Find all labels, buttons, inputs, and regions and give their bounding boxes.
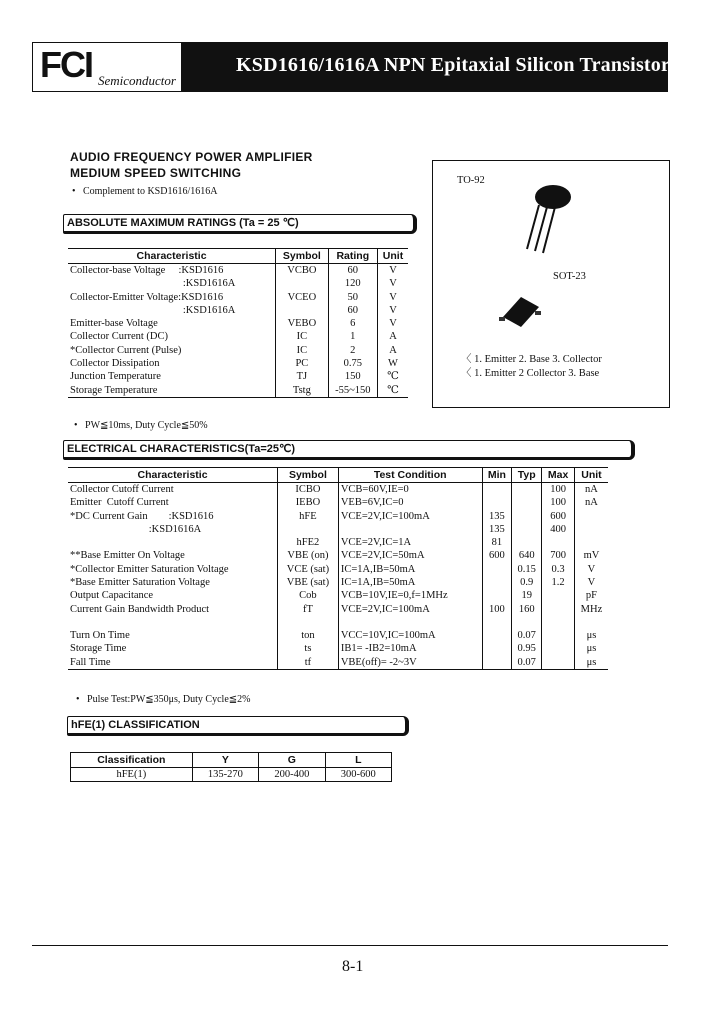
elec-header-cell: Test Condition bbox=[338, 468, 482, 483]
amr-cell: 150 bbox=[328, 370, 377, 383]
elec-cell: 0.15 bbox=[512, 563, 542, 576]
elec-cell bbox=[338, 523, 482, 536]
elec-cell: *DC Current Gain :KSD1616 bbox=[70, 510, 214, 522]
elec-cell bbox=[512, 510, 542, 523]
elec-cell: VCE=2V,IC=1A bbox=[338, 536, 482, 549]
footer-divider bbox=[32, 945, 668, 946]
sot23-label: SOT-23 bbox=[553, 271, 586, 282]
amr-cell: *Collector Current (Pulse) bbox=[70, 344, 182, 356]
amr-cell: TJ bbox=[276, 370, 328, 383]
amr-cell: ℃ bbox=[378, 370, 408, 383]
elec-cell bbox=[338, 616, 482, 629]
elec-cell bbox=[512, 483, 542, 497]
amr-row bbox=[68, 370, 408, 383]
elec-cell: 400 bbox=[542, 523, 575, 536]
elec-cell: nA bbox=[574, 496, 608, 509]
elec-cell: 0.3 bbox=[542, 563, 575, 576]
cls-header-row bbox=[71, 753, 392, 768]
amr-row bbox=[68, 357, 408, 370]
amr-cell bbox=[276, 277, 328, 290]
amr-cell: V bbox=[378, 317, 408, 330]
amr-cell: IC bbox=[276, 330, 328, 343]
elec-cell bbox=[542, 616, 575, 629]
amr-row bbox=[68, 304, 408, 317]
amr-header-cell: Unit bbox=[378, 249, 408, 264]
elec-row bbox=[68, 496, 608, 509]
elec-note: • Pulse Test:PW≦350μs, Duty Cycle≦2% bbox=[76, 694, 251, 705]
amr-cell: Storage Temperature bbox=[70, 384, 158, 396]
elec-cell: Emitter Cutoff Current bbox=[70, 497, 169, 509]
elec-cell bbox=[542, 656, 575, 670]
elec-cell: 640 bbox=[512, 549, 542, 562]
elec-cell: Cob bbox=[278, 589, 339, 602]
elec-row bbox=[68, 642, 608, 655]
elec-cell: Collector Cutoff Current bbox=[70, 484, 174, 495]
elec-header-cell: Symbol bbox=[278, 468, 339, 483]
to92-label: TO-92 bbox=[457, 175, 485, 186]
amr-cell: Tstg bbox=[276, 384, 328, 398]
elec-cell: ICBO bbox=[278, 483, 339, 497]
amr-row bbox=[68, 317, 408, 330]
pin-config-2: 〈 1. Emitter 2 Collector 3. Base bbox=[461, 368, 600, 379]
elec-cell: :KSD1616A bbox=[70, 523, 202, 535]
elec-cell: hFE bbox=[278, 510, 339, 523]
amr-cell: :KSD1616A bbox=[70, 304, 236, 316]
elec-cell: VCB=10V,IE=0,f=1MHz bbox=[338, 589, 482, 602]
intro-bullet-text: Complement to KSD1616/1616A bbox=[83, 186, 218, 197]
amr-cell: A bbox=[378, 330, 408, 343]
amr-cell: VCEO bbox=[276, 291, 328, 304]
elec-row bbox=[68, 616, 608, 629]
elec-cell: IC=1A,IB=50mA bbox=[338, 563, 482, 576]
elec-cell bbox=[512, 536, 542, 549]
elec-cell bbox=[482, 589, 512, 602]
elec-cell bbox=[542, 642, 575, 655]
amr-cell: Collector Current (DC) bbox=[70, 331, 168, 343]
elec-cell bbox=[482, 576, 512, 589]
elec-row bbox=[68, 576, 608, 589]
elec-cell: 1.2 bbox=[542, 576, 575, 589]
amr-cell: 6 bbox=[328, 317, 377, 330]
elec-cell bbox=[482, 642, 512, 655]
elec-cell bbox=[482, 629, 512, 642]
elec-table bbox=[68, 467, 608, 670]
amr-cell bbox=[276, 304, 328, 317]
elec-cell: mV bbox=[574, 549, 608, 562]
elec-cell bbox=[542, 629, 575, 642]
amr-cell: V bbox=[378, 304, 408, 317]
elec-cell: Storage Time bbox=[70, 643, 127, 655]
elec-cell: 160 bbox=[512, 603, 542, 616]
cls-cell: 200-400 bbox=[259, 768, 325, 782]
elec-cell: Output Capacitance bbox=[70, 590, 154, 602]
elec-cell: 135 bbox=[482, 510, 512, 523]
amr-cell: 120 bbox=[328, 277, 377, 290]
elec-cell bbox=[542, 589, 575, 602]
sot23-package-drawing bbox=[491, 289, 551, 334]
elec-cell: VCE=2V,IC=100mA bbox=[338, 510, 482, 523]
elec-cell: μs bbox=[574, 629, 608, 642]
elec-cell bbox=[68, 536, 278, 549]
elec-row bbox=[68, 603, 608, 616]
elec-cell bbox=[512, 496, 542, 509]
elec-cell: 600 bbox=[542, 510, 575, 523]
elec-cell bbox=[542, 536, 575, 549]
elec-cell: 100 bbox=[482, 603, 512, 616]
amr-cell: VEBO bbox=[276, 317, 328, 330]
amr-cell: Junction Temperature bbox=[70, 371, 161, 383]
elec-cell bbox=[542, 603, 575, 616]
page-title: KSD1616/1616A NPN Epitaxial Silicon Transistors bbox=[236, 54, 679, 76]
amr-cell: :KSD1616A bbox=[70, 278, 236, 290]
elec-header-cell: Typ bbox=[512, 468, 542, 483]
amr-cell: 60 bbox=[328, 304, 377, 317]
elec-header-cell: Max bbox=[542, 468, 575, 483]
elec-cell: 0.9 bbox=[512, 576, 542, 589]
pin-config-2-text: 1. Emitter 2 Collector 3. Base bbox=[474, 368, 600, 379]
amr-row bbox=[68, 330, 408, 343]
amr-cell: ℃ bbox=[378, 384, 408, 398]
package-box bbox=[432, 160, 670, 408]
pin-config-1-text: 1. Emitter 2. Base 3. Collector bbox=[474, 354, 602, 365]
logo-mark: FCI bbox=[40, 44, 92, 85]
elec-cell: *Base Emitter Saturation Voltage bbox=[70, 577, 210, 589]
elec-cell: pF bbox=[574, 589, 608, 602]
elec-row bbox=[68, 563, 608, 576]
elec-cell bbox=[574, 523, 608, 536]
elec-cell: 0.07 bbox=[512, 629, 542, 642]
elec-cell bbox=[68, 616, 278, 629]
elec-cell: fT bbox=[278, 603, 339, 616]
elec-cell: *Collector Emitter Saturation Voltage bbox=[70, 563, 229, 575]
elec-cell bbox=[482, 483, 512, 497]
intro-line-1: AUDIO FREQUENCY POWER AMPLIFIER bbox=[70, 150, 313, 164]
elec-row bbox=[68, 510, 608, 523]
elec-cell: VBE(off)= -2~3V bbox=[338, 656, 482, 670]
elec-cell: 0.95 bbox=[512, 642, 542, 655]
amr-cell: V bbox=[378, 277, 408, 290]
elec-cell: V bbox=[574, 563, 608, 576]
cls-table bbox=[70, 752, 392, 782]
elec-cell: VCB=60V,IE=0 bbox=[338, 483, 482, 497]
elec-cell: VBE (on) bbox=[278, 549, 339, 562]
elec-row bbox=[68, 629, 608, 642]
amr-row bbox=[68, 291, 408, 304]
amr-cell: PC bbox=[276, 357, 328, 370]
elec-cell: hFE2 bbox=[278, 536, 339, 549]
amr-cell: V bbox=[378, 264, 408, 278]
cls-header-cell: Classification bbox=[71, 753, 193, 768]
elec-cell bbox=[512, 523, 542, 536]
elec-cell: 100 bbox=[542, 483, 575, 497]
amr-cell: 2 bbox=[328, 344, 377, 357]
elec-cell: μs bbox=[574, 656, 608, 670]
amr-header-cell: Characteristic bbox=[68, 249, 276, 264]
elec-cell: 600 bbox=[482, 549, 512, 562]
amr-header-row bbox=[68, 249, 408, 264]
elec-body bbox=[68, 483, 608, 670]
amr-cell: Collector-base Voltage :KSD1616 bbox=[70, 265, 224, 276]
amr-header-cell: Rating bbox=[328, 249, 377, 264]
elec-cell bbox=[482, 656, 512, 670]
amr-note: • PW≦10ms, Duty Cycle≦50% bbox=[74, 420, 208, 431]
amr-row bbox=[68, 344, 408, 357]
elec-cell: VEB=6V,IC=0 bbox=[338, 496, 482, 509]
amr-body bbox=[68, 264, 408, 398]
elec-header-cell: Characteristic bbox=[68, 468, 278, 483]
elec-row bbox=[68, 536, 608, 549]
elec-cell bbox=[574, 510, 608, 523]
elec-cell: IC=1A,IB=50mA bbox=[338, 576, 482, 589]
intro-line-2: MEDIUM SPEED SWITCHING bbox=[70, 166, 242, 180]
amr-cell: VCBO bbox=[276, 264, 328, 278]
cls-data-row bbox=[71, 768, 392, 782]
elec-cell bbox=[278, 523, 339, 536]
elec-cell bbox=[482, 616, 512, 629]
elec-cell: MHz bbox=[574, 603, 608, 616]
elec-row bbox=[68, 549, 608, 562]
elec-cell: Turn On Time bbox=[70, 629, 130, 641]
amr-cell: 50 bbox=[328, 291, 377, 304]
elec-cell: 0.07 bbox=[512, 656, 542, 670]
elec-cell: ton bbox=[278, 629, 339, 642]
to92-package-drawing bbox=[513, 177, 583, 257]
elec-cell: IB1= -IB2=10mA bbox=[338, 642, 482, 655]
cls-section-title: hFE(1) CLASSIFICATION bbox=[67, 716, 409, 736]
elec-cell: 700 bbox=[542, 549, 575, 562]
elec-cell bbox=[482, 563, 512, 576]
elec-cell bbox=[574, 616, 608, 629]
cls-cell: 300-600 bbox=[325, 768, 391, 782]
elec-row bbox=[68, 656, 608, 670]
elec-note-text: Pulse Test:PW≦350μs, Duty Cycle≦2% bbox=[87, 694, 251, 705]
elec-row bbox=[68, 523, 608, 536]
elec-cell: 100 bbox=[542, 496, 575, 509]
elec-cell: VCE (sat) bbox=[278, 563, 339, 576]
elec-cell: V bbox=[574, 576, 608, 589]
elec-header-cell: Min bbox=[482, 468, 512, 483]
elec-section-title: ELECTRICAL CHARACTERISTICS(Ta=25℃) bbox=[63, 440, 635, 460]
amr-cell: IC bbox=[276, 344, 328, 357]
elec-header-row bbox=[68, 468, 608, 483]
cls-header-cell: G bbox=[259, 753, 325, 768]
amr-row bbox=[68, 264, 408, 278]
elec-header-cell: Unit bbox=[574, 468, 608, 483]
amr-row bbox=[68, 384, 408, 398]
amr-cell: V bbox=[378, 291, 408, 304]
elec-cell: VCE=2V,IC=100mA bbox=[338, 603, 482, 616]
cls-header-cell: Y bbox=[192, 753, 258, 768]
elec-cell bbox=[278, 616, 339, 629]
elec-cell bbox=[574, 536, 608, 549]
pin-config-1: 〈 1. Emitter 2. Base 3. Collector bbox=[461, 354, 602, 365]
elec-cell: 19 bbox=[512, 589, 542, 602]
elec-cell: tf bbox=[278, 656, 339, 670]
cls-header-cell: L bbox=[325, 753, 391, 768]
amr-row bbox=[68, 277, 408, 290]
elec-cell: Current Gain Bandwidth Product bbox=[70, 603, 210, 615]
amr-table bbox=[68, 248, 408, 398]
amr-cell: Collector Dissipation bbox=[70, 358, 160, 370]
amr-cell: 0.75 bbox=[328, 357, 377, 370]
logo-subtitle: Semiconductor bbox=[98, 73, 176, 88]
elec-cell: **Base Emitter On Voltage bbox=[70, 550, 185, 562]
amr-header-cell: Symbol bbox=[276, 249, 328, 264]
amr-cell: A bbox=[378, 344, 408, 357]
amr-cell: Collector-Emitter Voltage:KSD1616 bbox=[70, 291, 224, 303]
elec-cell: μs bbox=[574, 642, 608, 655]
intro-bullet: • Complement to KSD1616/1616A bbox=[72, 186, 218, 197]
elec-cell: nA bbox=[574, 483, 608, 497]
amr-section-title: ABSOLUTE MAXIMUM RATINGS (Ta = 25 ℃) bbox=[63, 214, 417, 234]
amr-cell: -55~150 bbox=[328, 384, 377, 398]
elec-cell bbox=[482, 496, 512, 509]
amr-cell: W bbox=[378, 357, 408, 370]
elec-cell: 135 bbox=[482, 523, 512, 536]
cls-cell: hFE(1) bbox=[71, 768, 193, 782]
elec-cell: ts bbox=[278, 642, 339, 655]
amr-cell: 60 bbox=[328, 264, 377, 278]
elec-cell bbox=[512, 616, 542, 629]
elec-row bbox=[68, 589, 608, 602]
elec-cell: VCE=2V,IC=50mA bbox=[338, 549, 482, 562]
amr-cell: Emitter-base Voltage bbox=[70, 318, 158, 330]
elec-cell: VCC=10V,IC=100mA bbox=[338, 629, 482, 642]
elec-cell: IEBO bbox=[278, 496, 339, 509]
elec-row bbox=[68, 483, 608, 497]
amr-cell: 1 bbox=[328, 330, 377, 343]
amr-note-text: PW≦10ms, Duty Cycle≦50% bbox=[85, 420, 208, 431]
cls-cell: 135-270 bbox=[192, 768, 258, 782]
elec-cell: Fall Time bbox=[70, 656, 111, 668]
elec-cell: 81 bbox=[482, 536, 512, 549]
page-number: 8-1 bbox=[342, 958, 364, 975]
elec-cell: VBE (sat) bbox=[278, 576, 339, 589]
